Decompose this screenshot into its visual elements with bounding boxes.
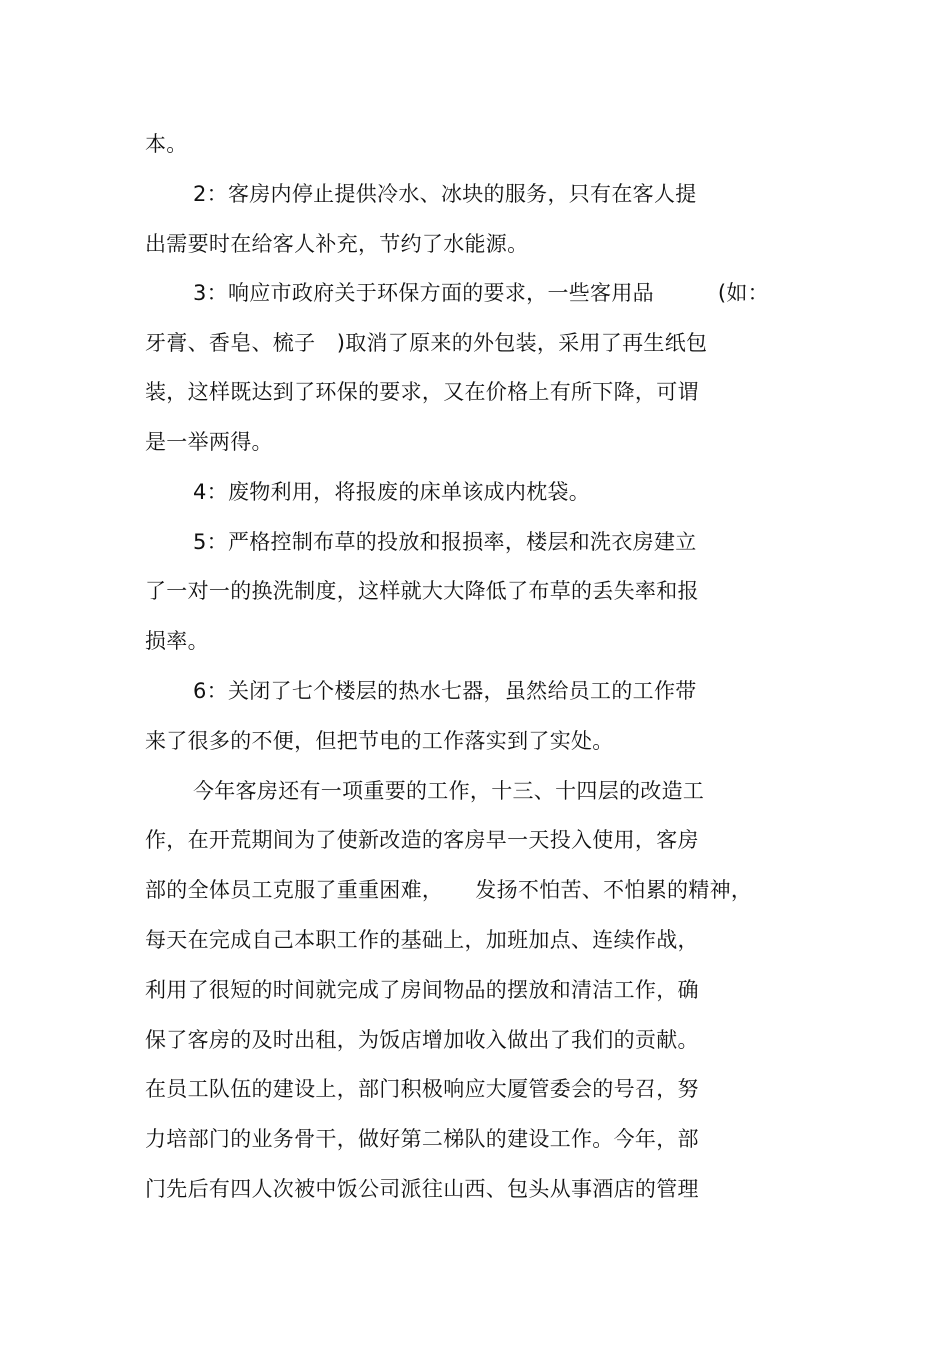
- text-line: 力培部门的业务骨干，做好第二梯队的建设工作。今年，部: [145, 1127, 699, 1151]
- text-line: 部的全体员工克服了重重困难， 发扬不怕苦、不怕累的精神，: [145, 878, 753, 902]
- text-line: 是一举两得。: [145, 430, 273, 454]
- text-line: 出需要时在给客人补充，节约了水能源。: [145, 232, 529, 256]
- text-line: 4：废物利用，将报废的床单该成内枕袋。: [193, 480, 591, 504]
- text-line: 作，在开荒期间为了使新改造的客房早一天投入使用，客房: [145, 828, 699, 852]
- text-line: 每天在完成自己本职工作的基础上，加班加点、连续作战，: [145, 928, 699, 952]
- text-line: 利用了很短的时间就完成了房间物品的摆放和清洁工作，确: [145, 978, 699, 1002]
- text-line: 门先后有四人次被中饭公司派往山西、包头从事酒店的管理: [145, 1177, 699, 1201]
- text-line: 在员工队伍的建设上，部门积极响应大厦管委会的号召，努: [145, 1077, 699, 1101]
- text-line: 3：响应市政府关于环保方面的要求，一些客用品 (如：: [193, 281, 769, 305]
- text-line: 损率。: [145, 629, 209, 653]
- text-line: 6：关闭了七个楼层的热水七器，虽然给员工的工作带: [193, 679, 697, 703]
- text-line: 了一对一的换洗制度，这样就大大降低了布草的丢失率和报: [145, 579, 699, 603]
- text-line: 牙膏、香皂、梳子 )取消了原来的外包装，采用了再生纸包: [145, 331, 708, 355]
- text-line: 装，这样既达到了环保的要求，又在价格上有所下降，可谓: [145, 380, 699, 404]
- text-line: 5：严格控制布草的投放和报损率，楼层和洗衣房建立: [193, 530, 697, 554]
- text-line: 本。: [145, 132, 188, 156]
- text-line: 来了很多的不便，但把节电的工作落实到了实处。: [145, 729, 614, 753]
- text-line: 保了客房的及时出租，为饭店增加收入做出了我们的贡献。: [145, 1028, 699, 1052]
- text-line: 2：客房内停止提供冷水、冰块的服务，只有在客人提: [193, 182, 697, 206]
- text-line: 今年客房还有一项重要的工作，十三、十四层的改造工: [193, 779, 705, 803]
